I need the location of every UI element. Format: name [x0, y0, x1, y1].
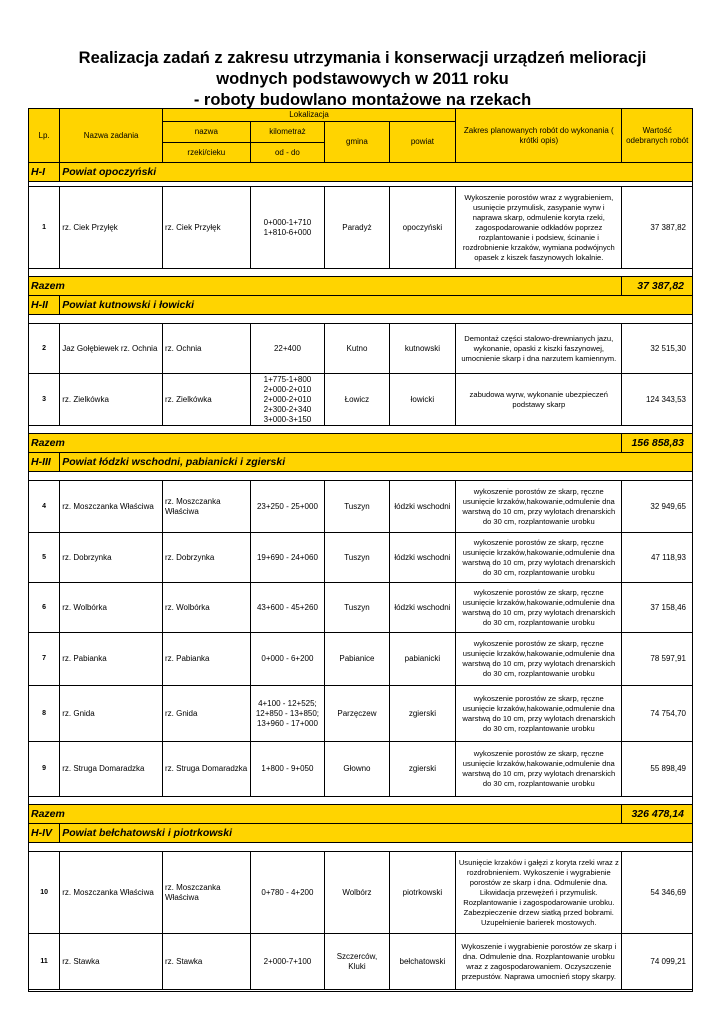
- section-spacer: [29, 315, 693, 324]
- scope-cell: wykoszenie porostów ze skarp, ręczne usunięcie krzaków,hakowanie,odmulenie dna warstwą do 10 cm, przy wylotach drenarskich do 30 cm, rozplantowanie urobku: [456, 481, 622, 533]
- task-name-cell: rz. Moszczanka Właściwa: [60, 852, 163, 934]
- table-row: [29, 852, 693, 934]
- river-name-cell: rz. Moszczanka Właściwa: [163, 852, 251, 934]
- lp-cell: 8: [29, 686, 60, 742]
- section-code: H-IV: [29, 824, 60, 843]
- value-cell: 32 949,65: [622, 481, 693, 533]
- powiat-cell: zgierski: [389, 742, 456, 797]
- header-od-do: od - do: [250, 143, 325, 163]
- river-name-cell: rz. Wolbórka: [163, 583, 251, 633]
- header-powiat: powiat: [389, 122, 456, 163]
- table-row: [29, 481, 693, 533]
- powiat-cell: łowicki: [389, 374, 456, 426]
- kilometraz-cell: 43+600 - 45+260: [250, 583, 325, 633]
- gmina-cell: Tuszyn: [325, 533, 389, 583]
- section-code: H-III: [29, 453, 60, 472]
- lp-cell: 5: [29, 533, 60, 583]
- section-header: [29, 453, 693, 472]
- value-cell: 55 898,49: [622, 742, 693, 797]
- section-spacer: [29, 797, 693, 805]
- scope-cell: Demontaż części stalowo-drewnianych jazu, wykonanie, opaski z kiszki faszynowej, umocnienie skarp i dna narzutem kamiennym.: [456, 324, 622, 374]
- task-name-cell: rz. Moszczanka Właściwa: [60, 481, 163, 533]
- table-row: [29, 583, 693, 633]
- header-kilometraz: kilometraż: [250, 122, 325, 143]
- table-row: [29, 633, 693, 686]
- table-row: [29, 742, 693, 797]
- scope-cell: zabudowa wyrw, wykonanie ubezpieczeń podstawy skarp: [456, 374, 622, 426]
- gmina-cell: Wolbórz: [325, 852, 389, 934]
- section-spacer: [29, 426, 693, 434]
- gmina-cell: Szczerców, Kluki: [325, 934, 389, 990]
- gmina-cell: Głowno: [325, 742, 389, 797]
- section-header: [29, 163, 693, 182]
- kilometraz-cell: 4+100 - 12+525; 12+850 - 13+850; 13+960 - 17+000: [250, 686, 325, 742]
- river-name-cell: rz. Zielkówka: [163, 374, 251, 426]
- scope-cell: Usunięcie krzaków i gałęzi z koryta rzeki wraz z rozdrobnieniem. Wykoszenie i wygrabienie porostów ze skarp i dna. Odmulenie dna. Likwidacja przewężeń i przymulisk. Rozplantowanie i zagospodarowanie urobku. Zabezpieczenie drzew siatką przed bobrami. Uzupełnienie barierek mostowych.: [456, 852, 622, 934]
- river-name-cell: rz. Moszczanka Właściwa: [163, 481, 251, 533]
- header-zakres: Zakres planowanych robót do wykonania ( krótki opis): [456, 109, 622, 163]
- section-spacer: [29, 990, 693, 992]
- title-line-2: wodnych podstawowych w 2011 roku: [216, 70, 509, 88]
- river-name-cell: rz. Ciek Przyłęk: [163, 187, 251, 269]
- kilometraz-cell: 0+780 - 4+200: [250, 852, 325, 934]
- powiat-cell: opoczyński: [389, 187, 456, 269]
- kilometraz-cell: 1+800 - 9+050: [250, 742, 325, 797]
- table-row: [29, 374, 693, 426]
- task-name-cell: rz. Pabianka: [60, 633, 163, 686]
- section-code: H-II: [29, 296, 60, 315]
- value-cell: 78 597,91: [622, 633, 693, 686]
- section-code: H-I: [29, 163, 60, 182]
- value-cell: 124 343,53: [622, 374, 693, 426]
- gmina-cell: Parzęczew: [325, 686, 389, 742]
- scope-cell: wykoszenie porostów ze skarp, ręczne usunięcie krzaków,hakowanie,odmulenie dna warstwą do 10 cm, przy wylotach drenarskich do 30 cm, rozplantowanie urobku: [456, 533, 622, 583]
- section-spacer: [29, 269, 693, 277]
- task-name-cell: rz. Ciek Przyłęk: [60, 187, 163, 269]
- scope-cell: wykoszenie porostów ze skarp, ręczne usunięcie krzaków,hakowanie,odmulenie dna warstwą do 10 cm, przy wylotach drenarskich do 30 cm, rozplantowanie urobku: [456, 633, 622, 686]
- task-name-cell: rz. Struga Domaradzka: [60, 742, 163, 797]
- table-row: [29, 187, 693, 269]
- section-name: Powiat łódzki wschodni, pabianicki i zgierski: [60, 453, 693, 472]
- section-spacer: [29, 472, 693, 481]
- powiat-cell: bełchatowski: [389, 934, 456, 990]
- lp-cell: 9: [29, 742, 60, 797]
- section-name: Powiat kutnowski i łowicki: [60, 296, 693, 315]
- section-total-value: 326 478,14: [622, 805, 693, 824]
- works-table: [28, 108, 693, 992]
- powiat-cell: pabianicki: [389, 633, 456, 686]
- header-nazwa-zadania: Nazwa zadania: [60, 109, 163, 163]
- task-name-cell: rz. Zielkówka: [60, 374, 163, 426]
- section-total-row: [29, 277, 693, 296]
- lp-cell: 6: [29, 583, 60, 633]
- section-total-row: [29, 805, 693, 824]
- powiat-cell: piotrkowski: [389, 852, 456, 934]
- section-total-value: 37 387,82: [622, 277, 693, 296]
- scope-cell: Wykoszenie porostów wraz z wygrabieniem, usunięcie przymulisk, zasypanie wyrw i naprawa skarp, odmulenie koryta rzeki, zagospodarowanie odkładów poprzez rozplantowanie i podsiew, ścinanie i rozdrobnienie krzaków, wymiana podwójnych opasek z kiszek faszynowych lokalnie.: [456, 187, 622, 269]
- table-row: [29, 533, 693, 583]
- kilometraz-cell: 23+250 - 25+000: [250, 481, 325, 533]
- table-row: [29, 324, 693, 374]
- powiat-cell: łódzki wschodni: [389, 583, 456, 633]
- razem-label: Razem: [29, 805, 622, 824]
- razem-label: Razem: [29, 277, 622, 296]
- section-header: [29, 296, 693, 315]
- lp-cell: 4: [29, 481, 60, 533]
- gmina-cell: Tuszyn: [325, 481, 389, 533]
- lp-cell: 11: [29, 934, 60, 990]
- title-line-3: - roboty budowlano montażowe na rzekach: [193, 91, 532, 109]
- table-row: [29, 934, 693, 990]
- razem-label: Razem: [29, 434, 622, 453]
- value-cell: 54 346,69: [622, 852, 693, 934]
- header-rzeki-cieku: rzeki/cieku: [163, 143, 251, 163]
- river-name-cell: rz. Pabianka: [163, 633, 251, 686]
- gmina-cell: Tuszyn: [325, 583, 389, 633]
- scope-cell: wykoszenie porostów ze skarp, ręczne usunięcie krzaków,hakowanie,odmulenie dna warstwą do 10 cm, przy wylotach drenarskich do 30 cm, rozplantowanie urobku: [456, 742, 622, 797]
- value-cell: 37 158,46: [622, 583, 693, 633]
- section-name: Powiat opoczyński: [60, 163, 693, 182]
- powiat-cell: łódzki wschodni: [389, 533, 456, 583]
- lp-cell: 2: [29, 324, 60, 374]
- scope-cell: wykoszenie porostów ze skarp, ręczne usunięcie krzaków,hakowanie,odmulenie dna warstwą do 10 cm, przy wylotach drenarskich do 30 cm, rozplantowanie urobku: [456, 686, 622, 742]
- kilometraz-cell: 22+400: [250, 324, 325, 374]
- section-total-value: 156 858,83: [622, 434, 693, 453]
- header-lp: Lp.: [29, 109, 60, 163]
- header-wartosc: Wartość odebranych robót: [622, 109, 693, 163]
- section-name: Powiat bełchatowski i piotrkowski: [60, 824, 693, 843]
- section-total-row: [29, 434, 693, 453]
- value-cell: 74 099,21: [622, 934, 693, 990]
- table-row: [29, 686, 693, 742]
- lp-cell: 1: [29, 187, 60, 269]
- river-name-cell: rz. Dobrzynka: [163, 533, 251, 583]
- gmina-cell: Kutno: [325, 324, 389, 374]
- header-nazwa: nazwa: [163, 122, 251, 143]
- gmina-cell: Paradyż: [325, 187, 389, 269]
- kilometraz-cell: 0+000 - 6+200: [250, 633, 325, 686]
- gmina-cell: Pabianice: [325, 633, 389, 686]
- gmina-cell: Łowicz: [325, 374, 389, 426]
- kilometraz-cell: 19+690 - 24+060: [250, 533, 325, 583]
- task-name-cell: rz. Dobrzynka: [60, 533, 163, 583]
- section-header: [29, 824, 693, 843]
- scope-cell: Wykoszenie i wygrabienie porostów ze skarp i dna. Odmulenie dna. Rozplantowanie urobku wraz z zagospodarowaniem. Oczyszczenie przepustów. Naprawa umocnień stopy skarpy.: [456, 934, 622, 990]
- value-cell: 37 387,82: [622, 187, 693, 269]
- task-name-cell: Jaz Gołębiewek rz. Ochnia: [60, 324, 163, 374]
- header-lokalizacja: Lokalizacja: [163, 109, 456, 122]
- lp-cell: 3: [29, 374, 60, 426]
- river-name-cell: rz. Gnida: [163, 686, 251, 742]
- kilometraz-cell: 2+000-7+100: [250, 934, 325, 990]
- value-cell: 32 515,30: [622, 324, 693, 374]
- river-name-cell: rz. Stawka: [163, 934, 251, 990]
- title-line-1: Realizacja zadań z zakresu utrzymania i konserwacji urządzeń melioracji: [78, 49, 647, 67]
- lp-cell: 7: [29, 633, 60, 686]
- scope-cell: wykoszenie porostów ze skarp, ręczne usunięcie krzaków,hakowanie,odmulenie dna warstwą do 10 cm, przy wylotach drenarskich do 30 cm, rozplantowanie urobku: [456, 583, 622, 633]
- lp-cell: 10: [29, 852, 60, 934]
- task-name-cell: rz. Gnida: [60, 686, 163, 742]
- value-cell: 47 118,93: [622, 533, 693, 583]
- section-spacer: [29, 843, 693, 852]
- kilometraz-cell: 1+775-1+800 2+000-2+010 2+000-2+010 2+300-2+340 3+000-3+150: [250, 374, 325, 426]
- header-gmina: gmina: [325, 122, 389, 163]
- river-name-cell: rz. Ochnia: [163, 324, 251, 374]
- task-name-cell: rz. Stawka: [60, 934, 163, 990]
- powiat-cell: kutnowski: [389, 324, 456, 374]
- task-name-cell: rz. Wolbórka: [60, 583, 163, 633]
- kilometraz-cell: 0+000-1+710 1+810-6+000: [250, 187, 325, 269]
- river-name-cell: rz. Struga Domaradzka: [163, 742, 251, 797]
- powiat-cell: łódzki wschodni: [389, 481, 456, 533]
- page-title: [0, 48, 725, 111]
- powiat-cell: zgierski: [389, 686, 456, 742]
- value-cell: 74 754,70: [622, 686, 693, 742]
